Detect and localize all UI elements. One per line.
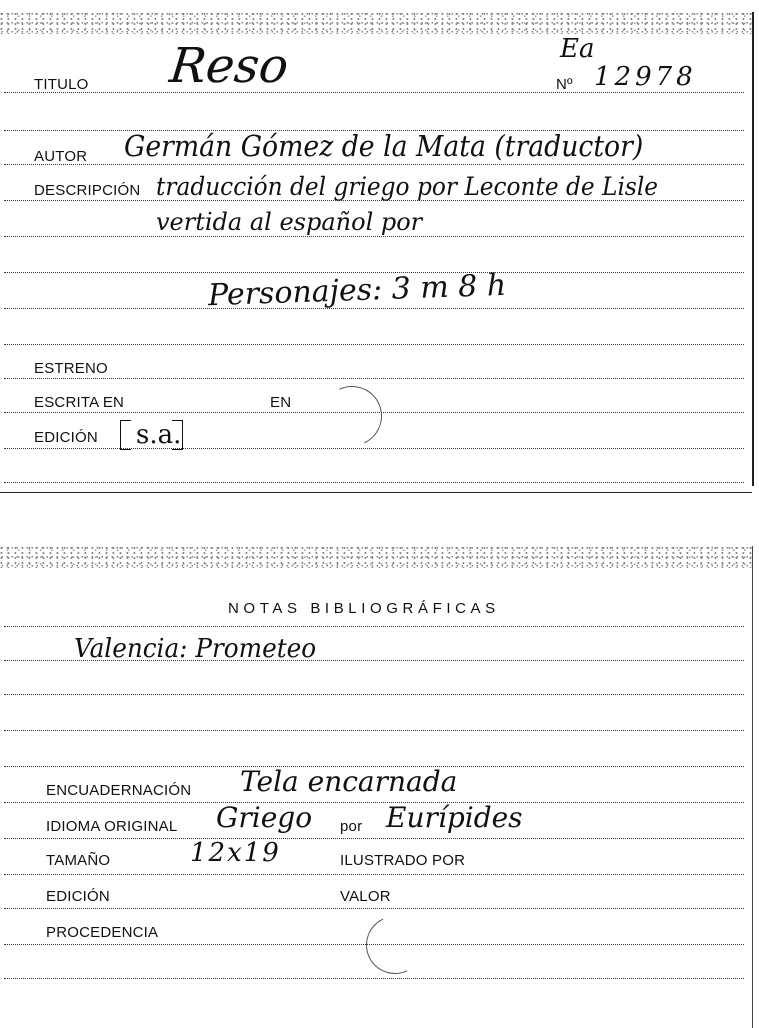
ruled-line bbox=[4, 308, 744, 309]
ilustrado-por-label: ILUSTRADO POR bbox=[340, 852, 466, 869]
ruled-line bbox=[4, 626, 744, 627]
personajes-handwritten: Personajes: 3 m 8 h bbox=[207, 267, 507, 314]
descripcion-line1-handwritten: traducción del griego por Leconte de Lisle bbox=[156, 172, 659, 201]
idioma-original-handwritten: Griego bbox=[216, 801, 313, 834]
tamano-handwritten: 12x19 bbox=[190, 838, 281, 868]
bracket-left bbox=[120, 420, 131, 450]
scan-noise-edge bbox=[0, 546, 752, 568]
autor-label: AUTOR bbox=[34, 148, 88, 165]
series-handwritten: Ea bbox=[560, 34, 595, 64]
autor-handwritten: Germán Gómez de la Mata (traductor) bbox=[124, 129, 644, 163]
ruled-line bbox=[4, 802, 744, 803]
stamp-circle bbox=[358, 908, 432, 982]
descripcion-line2-handwritten: vertida al español por bbox=[156, 208, 423, 236]
scan-noise-edge bbox=[0, 12, 752, 34]
titulo-handwritten: Reso bbox=[167, 38, 292, 94]
edicion-label: EDICIÓN bbox=[46, 888, 110, 905]
ruled-line bbox=[4, 730, 744, 731]
ruled-line bbox=[4, 448, 744, 449]
titulo-label: TITULO bbox=[34, 76, 89, 93]
autor-original-handwritten: Eurípides bbox=[386, 801, 523, 834]
ruled-line bbox=[4, 978, 744, 979]
numero-handwritten: 12978 bbox=[594, 62, 697, 92]
catalog-card-front bbox=[0, 12, 754, 486]
encuadernacion-handwritten: Tela encarnada bbox=[240, 765, 458, 798]
por-label: por bbox=[340, 818, 363, 835]
en-label: EN bbox=[270, 394, 292, 411]
ruled-line bbox=[4, 344, 744, 345]
notas-handwritten: Valencia: Prometeo bbox=[74, 634, 317, 664]
card-divider bbox=[0, 492, 752, 493]
ruled-line bbox=[4, 908, 744, 909]
descripcion-label: DESCRIPCIÓN bbox=[34, 182, 141, 199]
catalog-card-back bbox=[0, 546, 753, 1028]
ruled-line bbox=[4, 378, 744, 379]
edicion-label: EDICIÓN bbox=[34, 429, 98, 446]
stamp-circle bbox=[314, 378, 391, 455]
idioma-original-label: IDIOMA ORIGINAL bbox=[46, 818, 178, 835]
ruled-line bbox=[4, 838, 744, 839]
procedencia-label: PROCEDENCIA bbox=[46, 924, 159, 941]
numero-label: Nº bbox=[556, 76, 573, 93]
encuadernacion-label: ENCUADERNACIÓN bbox=[46, 782, 192, 799]
tamano-label: TAMAÑO bbox=[46, 852, 111, 869]
ruled-line bbox=[4, 694, 744, 695]
estreno-label: ESTRENO bbox=[34, 360, 108, 377]
escrita-en-label: ESCRITA EN bbox=[34, 394, 125, 411]
ruled-line bbox=[4, 236, 744, 237]
edicion-handwritten: s.a. bbox=[136, 420, 182, 450]
ruled-line bbox=[4, 482, 744, 483]
ruled-line bbox=[4, 164, 744, 165]
ruled-line bbox=[4, 92, 744, 93]
valor-label: VALOR bbox=[340, 888, 391, 905]
bracket-right bbox=[172, 420, 183, 450]
notas-bibliograficas-header: NOTAS BIBLIOGRÁFICAS bbox=[228, 600, 500, 617]
ruled-line bbox=[4, 874, 744, 875]
